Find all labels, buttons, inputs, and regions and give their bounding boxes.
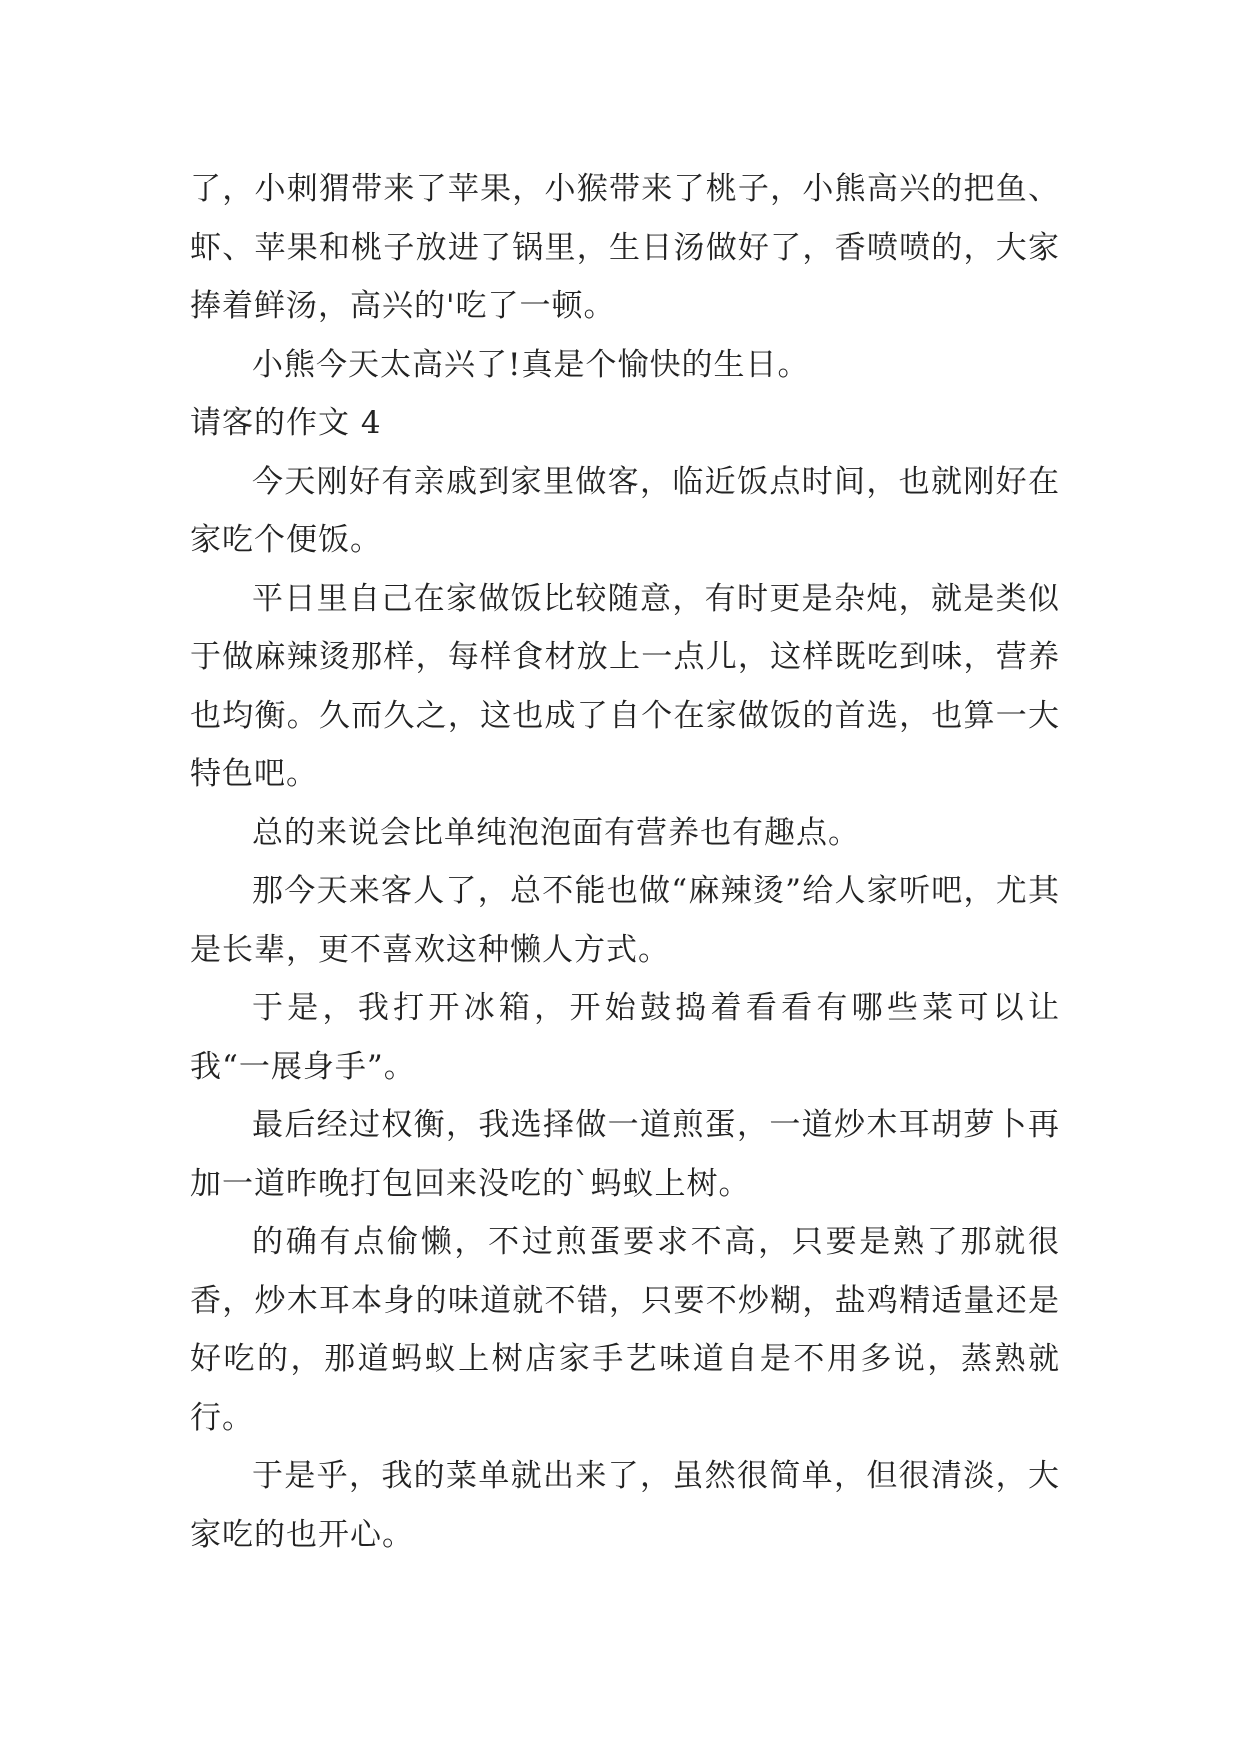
essay-paragraph-8: 于是乎，我的菜单就出来了，虽然很简单，但很清淡，大家吃的也开心。 (190, 1458, 1060, 1553)
essay-paragraph-1: 今天刚好有亲戚到家里做客，临近饭点时间，也就刚好在家吃个便饭。 (190, 463, 1060, 558)
essay-paragraph-2: 平日里自己在家做饭比较随意，有时更是杂炖，就是类似于做麻辣烫那样，每样食材放上一点儿，这样既吃到味，营养也均衡。久而久之，这也成了自个在家做饭的首选，也算一大特色吧。 (190, 580, 1060, 792)
essay-paragraph-4: 那今天来客人了，总不能也做“麻辣烫”给人家听吧，尤其是长辈，更不喜欢这种懒人方式。 (190, 873, 1060, 968)
paragraph-birthday-end: 小熊今天太高兴了!真是个愉快的生日。 (252, 346, 810, 383)
essay-paragraph-5: 于是，我打开冰箱，开始鼓捣着看看有哪些菜可以让我“一展身手”。 (190, 990, 1060, 1085)
paragraph-continuation: 了，小刺猬带来了苹果，小猴带来了桃子，小熊高兴的把鱼、虾、苹果和桃子放进了锅里，生日汤做好了，香喷喷的，大家捧着鲜汤，高兴的'吃了一顿。 (190, 171, 1060, 324)
essay-paragraph-6: 最后经过权衡，我选择做一道煎蛋，一道炒木耳胡萝卜再加一道昨晚打包回来没吃的`蚂蚁上树。 (190, 1107, 1060, 1202)
essay-paragraph-3: 总的来说会比单纯泡泡面有营养也有趣点。 (252, 814, 860, 851)
document-body (190, 160, 1060, 1564)
essay-heading: 请客的作文 4 (190, 405, 382, 441)
essay-paragraph-7: 的确有点偷懒，不过煎蛋要求不高，只要是熟了那就很香，炒木耳本身的味道就不错，只要不炒糊，盐鸡精适量还是好吃的，那道蚂蚁上树店家手艺味道自是不用多说，蒸熟就行。 (190, 1224, 1060, 1436)
